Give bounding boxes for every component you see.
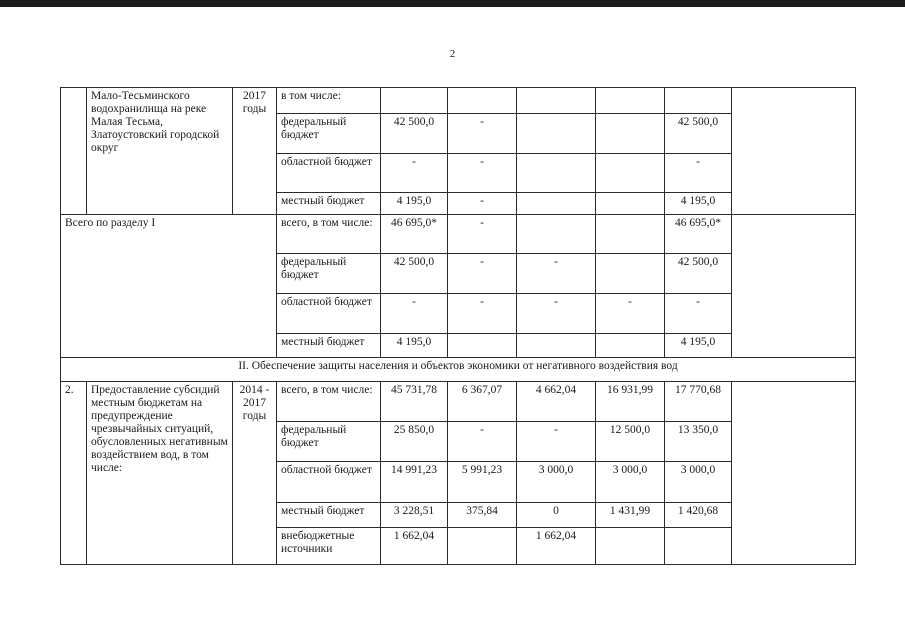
year-2017-cell: 17 770,68 [665, 382, 732, 422]
year-2014-cell: - [448, 422, 517, 462]
item-name-cell: Мало-Тесьминского водохранилища на реке Малая Тесьма, Златоустовский городской округ [87, 88, 233, 215]
year-2016-cell [596, 528, 665, 565]
year-2015-cell: 1 662,04 [517, 528, 596, 565]
funding-type-cell: местный бюджет [277, 503, 381, 528]
funding-type-cell: федеральный бюджет [277, 422, 381, 462]
year-2016-cell: 16 931,99 [596, 382, 665, 422]
year-2017-cell: 42 500,0 [665, 254, 732, 294]
total-cell: 4 195,0 [381, 334, 448, 358]
page-number: 2 [449, 48, 456, 60]
total-cell [381, 88, 448, 114]
section-total-label: Всего по разделу I [61, 215, 277, 358]
total-cell: 4 195,0 [381, 193, 448, 215]
table-row [61, 88, 856, 114]
section-header: II. Обеспечение защиты населения и объектов экономики от негативного воздействия вод [61, 358, 856, 382]
year-2015-cell: 0 [517, 503, 596, 528]
year-2014-cell: - [448, 294, 517, 334]
year-2017-cell: 3 000,0 [665, 462, 732, 503]
year-2017-cell: - [665, 154, 732, 193]
year-2016-cell [596, 193, 665, 215]
total-cell: 14 991,23 [381, 462, 448, 503]
year-2014-cell: 5 991,23 [448, 462, 517, 503]
item-name-cell: Предоставление субсидий местным бюджетам на предупреждение чрезвычайных ситуаций, обусловленных негативным воздействием вод, в том числе: [87, 382, 233, 565]
executor-cell [732, 382, 856, 565]
table-row [61, 215, 856, 254]
year-2017-cell [665, 88, 732, 114]
total-cell: - [381, 154, 448, 193]
year-2016-cell [596, 154, 665, 193]
total-cell: - [381, 294, 448, 334]
year-2016-cell: 12 500,0 [596, 422, 665, 462]
year-2017-cell: - [665, 294, 732, 334]
year-2017-cell: 46 695,0* [665, 215, 732, 254]
year-2016-cell [596, 254, 665, 294]
year-2015-cell: 4 662,04 [517, 382, 596, 422]
table-row [61, 358, 856, 382]
year-2017-cell: 4 195,0 [665, 193, 732, 215]
funding-type-cell: областной бюджет [277, 462, 381, 503]
row-number-cell [61, 88, 87, 215]
year-2016-cell [596, 215, 665, 254]
total-cell: 3 228,51 [381, 503, 448, 528]
total-cell: 42 500,0 [381, 114, 448, 154]
funding-type-cell: местный бюджет [277, 334, 381, 358]
year-2016-cell: 3 000,0 [596, 462, 665, 503]
funding-type-cell: в том числе: [277, 88, 381, 114]
funding-type-cell: федеральный бюджет [277, 114, 381, 154]
year-2016-cell: - [596, 294, 665, 334]
year-2017-cell [665, 528, 732, 565]
year-2014-cell [448, 88, 517, 114]
year-2015-cell [517, 88, 596, 114]
funding-type-cell: всего, в том числе: [277, 215, 381, 254]
year-2015-cell [517, 193, 596, 215]
year-2014-cell: - [448, 154, 517, 193]
year-2016-cell [596, 114, 665, 154]
funding-type-cell: областной бюджет [277, 294, 381, 334]
year-2015-cell [517, 215, 596, 254]
funding-type-cell: областной бюджет [277, 154, 381, 193]
year-2014-cell: - [448, 215, 517, 254]
year-2014-cell: - [448, 254, 517, 294]
table-row [61, 382, 856, 422]
year-2014-cell [448, 334, 517, 358]
executor-cell [732, 88, 856, 215]
year-2014-cell: 375,84 [448, 503, 517, 528]
year-2017-cell: 4 195,0 [665, 334, 732, 358]
year-2015-cell [517, 114, 596, 154]
year-2017-cell: 42 500,0 [665, 114, 732, 154]
row-number-cell: 2. [61, 382, 87, 565]
years-cell: 2017 годы [233, 88, 277, 215]
funding-type-cell: федеральный бюджет [277, 254, 381, 294]
funding-type-cell: всего, в том числе: [277, 382, 381, 422]
year-2014-cell: 6 367,07 [448, 382, 517, 422]
total-cell: 25 850,0 [381, 422, 448, 462]
funding-table [60, 87, 856, 565]
year-2014-cell [448, 528, 517, 565]
year-2015-cell: 3 000,0 [517, 462, 596, 503]
year-2014-cell: - [448, 193, 517, 215]
total-cell: 1 662,04 [381, 528, 448, 565]
year-2017-cell: 1 420,68 [665, 503, 732, 528]
year-2014-cell: - [448, 114, 517, 154]
year-2016-cell [596, 334, 665, 358]
year-2015-cell: - [517, 254, 596, 294]
executor-cell [732, 215, 856, 358]
year-2016-cell [596, 88, 665, 114]
year-2015-cell: - [517, 294, 596, 334]
year-2015-cell [517, 334, 596, 358]
total-cell: 45 731,78 [381, 382, 448, 422]
funding-type-cell: внебюджетные источники [277, 528, 381, 565]
total-cell: 42 500,0 [381, 254, 448, 294]
years-cell: 2014 - 2017 годы [233, 382, 277, 565]
top-edge-bar [0, 0, 905, 7]
funding-type-cell: местный бюджет [277, 193, 381, 215]
year-2016-cell: 1 431,99 [596, 503, 665, 528]
year-2017-cell: 13 350,0 [665, 422, 732, 462]
year-2015-cell: - [517, 422, 596, 462]
year-2015-cell [517, 154, 596, 193]
total-cell: 46 695,0* [381, 215, 448, 254]
